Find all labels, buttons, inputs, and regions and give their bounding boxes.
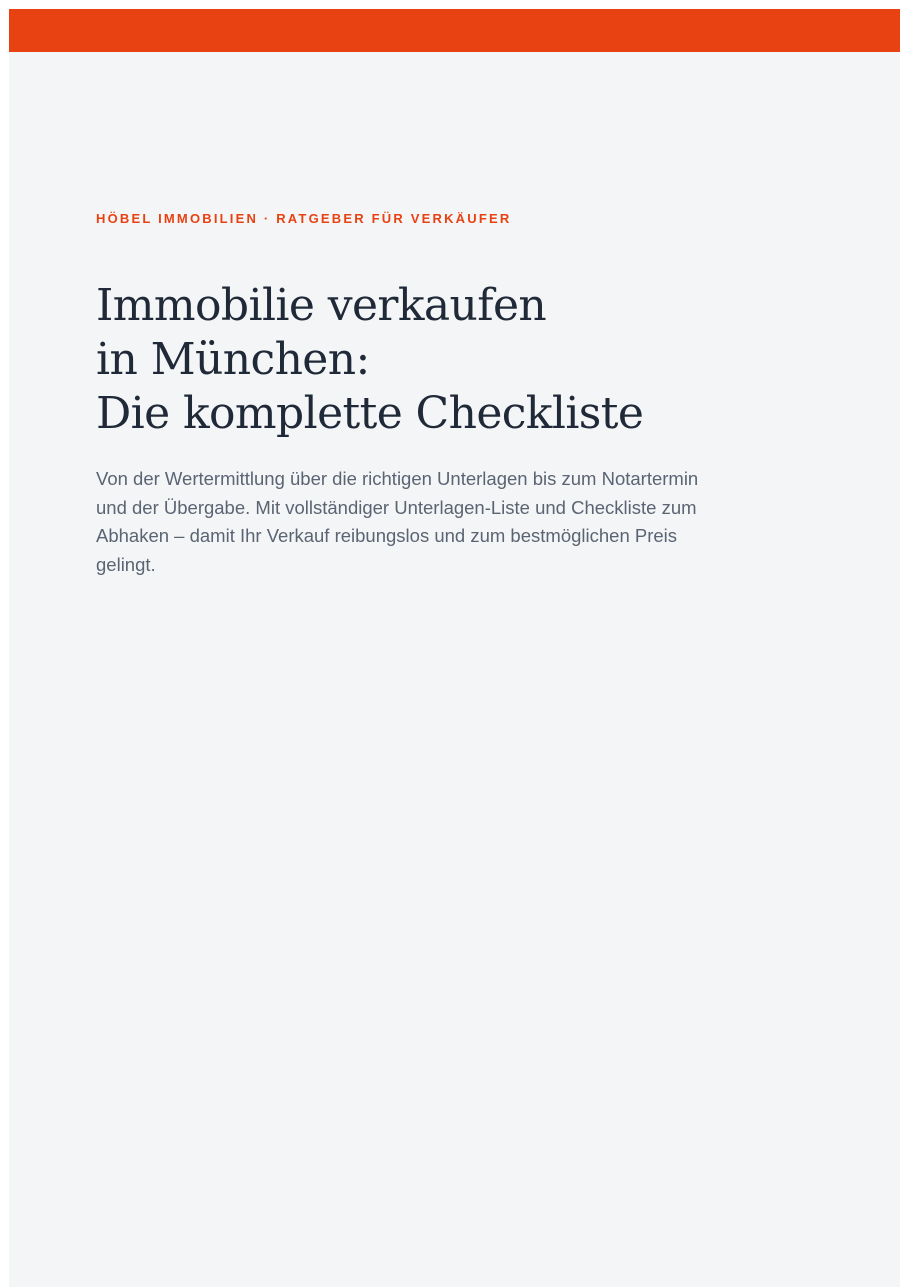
title-line-1: Immobilie verkaufen xyxy=(96,280,547,331)
lead-paragraph: Von der Wertermittlung über die richtigen Unterlagen bis zum Notartermin und der Übergabe. Mit vollständiger Unterlagen-Liste und Checkliste zum Abhaken – damit Ihr Verkauf reibungslos und zum bestmöglichen Preis gelingt. xyxy=(96,468,699,575)
document-page xyxy=(9,9,900,1287)
eyebrow-label: HÖBEL IMMOBILIEN · RATGEBER FÜR VERKÄUFER xyxy=(96,211,512,226)
title-line-3: Die komplette Checkliste xyxy=(96,388,644,439)
cover-content xyxy=(96,211,736,579)
title-line-2: in München: xyxy=(96,334,370,385)
page-title xyxy=(96,279,736,441)
accent-top-bar xyxy=(9,9,900,52)
